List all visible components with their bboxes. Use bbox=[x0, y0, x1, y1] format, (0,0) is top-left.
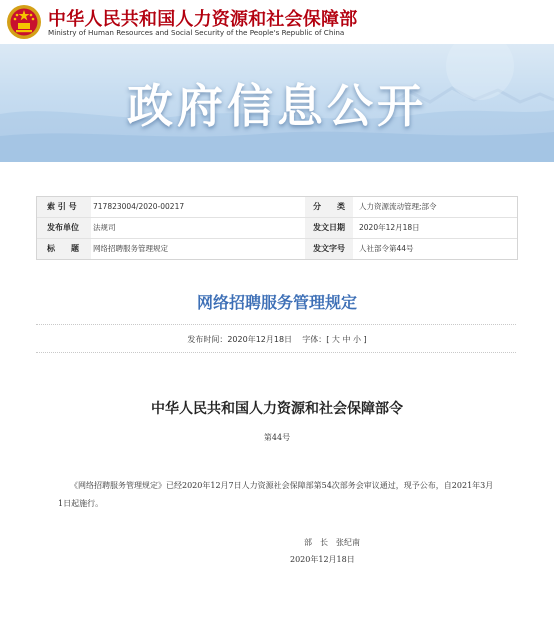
article-title: 网络招聘服务管理规定 bbox=[196, 293, 357, 312]
publish-label: 发布时间： bbox=[187, 335, 228, 344]
banner-title: 政府信息公开 bbox=[127, 79, 427, 133]
issuer-label: 发布单位 bbox=[37, 218, 91, 238]
category-value: 人力资源流动管理;部令 bbox=[359, 202, 437, 211]
metadata-row bbox=[37, 197, 517, 218]
publish-date: 2020年12月18日 bbox=[227, 335, 293, 344]
docno-value: 人社部令第44号 bbox=[359, 244, 414, 253]
signature-date: 2020年12月18日 bbox=[290, 555, 355, 564]
metadata-table bbox=[36, 196, 518, 260]
font-size-label: 字体： bbox=[302, 335, 327, 344]
signature-line: 部 长 张纪南 bbox=[304, 538, 360, 547]
date-label: 发文日期 bbox=[305, 218, 353, 238]
index-value: 717823004/2020-00217 bbox=[93, 202, 185, 211]
divider bbox=[36, 352, 516, 353]
title-value: 网络招聘服务管理规定 bbox=[93, 244, 168, 253]
banner bbox=[0, 44, 554, 162]
publish-info bbox=[0, 334, 554, 345]
national-emblem-icon bbox=[6, 3, 42, 41]
index-label: 索 引 号 bbox=[37, 197, 91, 217]
org-name-cn: 中华人民共和国人力资源和社会保障部 bbox=[48, 9, 358, 30]
title-label: 标 题 bbox=[37, 239, 91, 259]
order-title: 中华人民共和国人力资源和社会保障部令 bbox=[151, 401, 403, 417]
site-header bbox=[0, 0, 554, 44]
category-label: 分 类 bbox=[305, 197, 353, 217]
metadata-row bbox=[37, 239, 517, 259]
docno-label: 发文字号 bbox=[305, 239, 353, 259]
divider bbox=[36, 324, 516, 325]
article-body: 《网络招聘服务管理规定》已经2020年12月7日人力资源社会保障部第54次部务会审议通过，现予公布，自2021年3月1日起施行。 bbox=[58, 481, 494, 508]
metadata-row bbox=[37, 218, 517, 239]
font-size-selector[interactable]: [ 大 中 小 ] bbox=[326, 335, 367, 344]
date-value: 2020年12月18日 bbox=[359, 223, 420, 232]
order-number: 第44号 bbox=[263, 433, 291, 442]
issuer-value: 法规司 bbox=[93, 223, 116, 232]
org-name-en: Ministry of Human Resources and Social Security of the People's Republic of China bbox=[48, 28, 345, 37]
